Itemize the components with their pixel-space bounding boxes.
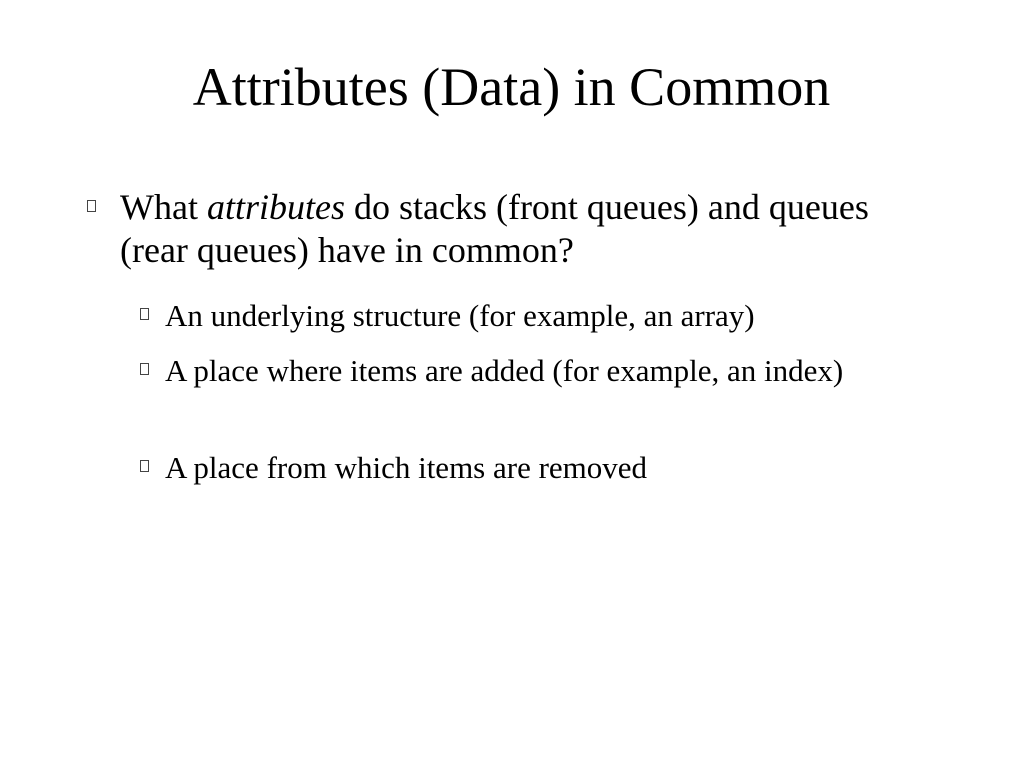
sub-bullet [165, 297, 885, 334]
slide-title: Attributes (Data) in Common [192, 57, 831, 117]
sub-bullet-text: A place where items are added (for example, an index) [165, 353, 844, 388]
main-bullet [120, 186, 900, 272]
bullet-marker-icon [87, 200, 96, 212]
sub-bullet-text: A place from which items are removed [165, 450, 648, 485]
sub-bullet-marker-icon [140, 308, 149, 320]
sub-bullet [165, 352, 885, 389]
sub-bullet-text: An underlying structure (for example, an array) [165, 298, 755, 333]
main-bullet-suffix: do stacks (front queues) and queues (rear queues) have in common? [120, 187, 869, 270]
main-bullet-emphasis: attributes [206, 187, 345, 227]
sub-bullet [165, 449, 885, 486]
sub-bullet-marker-icon [140, 363, 149, 375]
main-bullet-prefix: What [120, 187, 207, 227]
sub-bullet-marker-icon [140, 460, 149, 472]
